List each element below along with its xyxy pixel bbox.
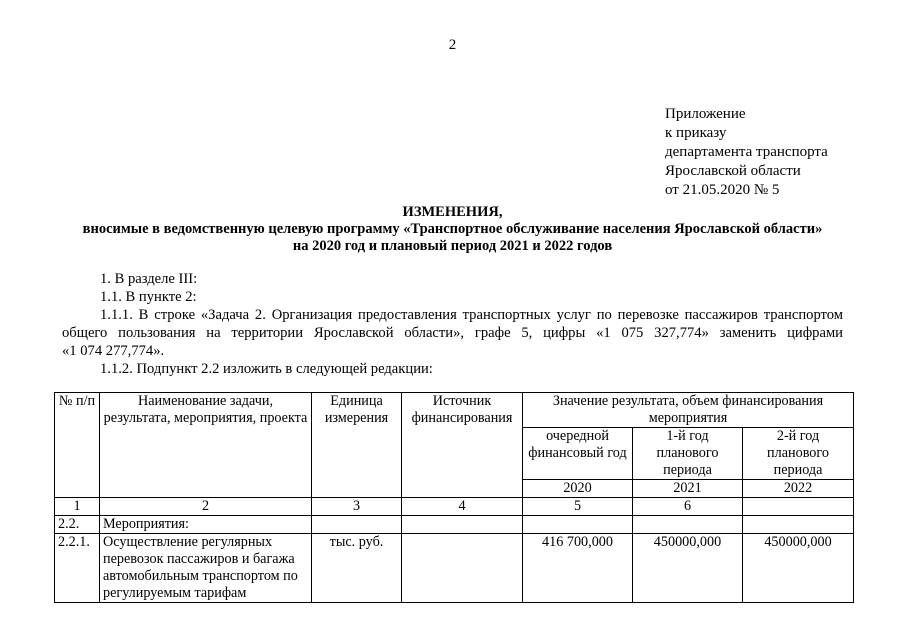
table-header-row: [55, 393, 854, 428]
header-plan-2: 2-й год планового периода: [743, 428, 854, 480]
header-num: № п/п: [55, 393, 100, 498]
title-heading: ИЗМЕНЕНИЯ,: [402, 204, 503, 220]
header-year: 2022: [743, 480, 854, 498]
document-title: [0, 204, 905, 255]
row-value: [633, 516, 743, 534]
row-value: [523, 516, 633, 534]
header-name: Наименование задачи, результата, мероприятия, проекта: [100, 393, 312, 498]
row-value: [743, 516, 854, 534]
row-unit: тыс. руб.: [312, 534, 402, 603]
column-number: 4: [402, 498, 523, 516]
body-text: [62, 270, 843, 378]
row-value: 416 700,000: [523, 534, 633, 603]
appendix-line: к приказу: [665, 125, 727, 141]
row-num: 2.2.: [55, 516, 100, 534]
paragraph: 1.1. В пункте 2:: [100, 289, 197, 305]
column-number: 2: [100, 498, 312, 516]
page-number: 2: [448, 37, 457, 53]
header-plan-1: 1-й год планового периода: [633, 428, 743, 480]
row-value: 450000,000: [633, 534, 743, 603]
header-year: 2020: [523, 480, 633, 498]
header-unit: Единица измерения: [312, 393, 402, 498]
row-source: [402, 534, 523, 603]
row-name: Осуществление регулярных перевозок пассажиров и багажа автомобильным транспортом по регулируемым тарифам: [100, 534, 312, 603]
paragraph: 1. В разделе III:: [100, 271, 198, 287]
header-source: Источник финансирования: [402, 393, 523, 498]
column-number: 1: [55, 498, 100, 516]
row-num: 2.2.1.: [55, 534, 100, 603]
table-row: [55, 534, 854, 603]
row-name: Мероприятия:: [100, 516, 312, 534]
header-value-group: Значение результата, объем финансирования мероприятия: [523, 393, 854, 428]
title-line: на 2020 год и плановый период 2021 и 2022 годов: [292, 238, 613, 254]
appendix-block: [665, 105, 828, 200]
column-number-row: [55, 498, 854, 516]
paragraph: «1 074 277,774».: [62, 343, 165, 359]
table-row: [55, 516, 854, 534]
column-number: 5: [523, 498, 633, 516]
title-line: вносимые в ведомственную целевую программу «Транспортное обслуживание населения Ярославской области»: [82, 221, 823, 237]
header-next-year: очередной финансовый год: [523, 428, 633, 480]
row-unit: [312, 516, 402, 534]
paragraph: общего пользования на территории Ярославской области», графе 5, цифры «1 075 327,774» заменить цифрами: [62, 325, 843, 341]
paragraph: 1.1.1. В строке «Задача 2. Организация предоставления транспортных услуг по перевозке пассажиров транспортом: [100, 307, 843, 323]
appendix-line: Приложение: [665, 106, 746, 122]
row-source: [402, 516, 523, 534]
appendix-line: департамента транспорта: [665, 144, 828, 160]
program-table: [54, 392, 854, 603]
column-number: 3: [312, 498, 402, 516]
appendix-line: Ярославской области: [665, 163, 801, 179]
paragraph: 1.1.2. Подпункт 2.2 изложить в следующей редакции:: [100, 361, 433, 377]
column-number: [743, 498, 854, 516]
row-value: 450000,000: [743, 534, 854, 603]
column-number: 6: [633, 498, 743, 516]
header-year: 2021: [633, 480, 743, 498]
appendix-line: от 21.05.2020 № 5: [665, 182, 780, 198]
